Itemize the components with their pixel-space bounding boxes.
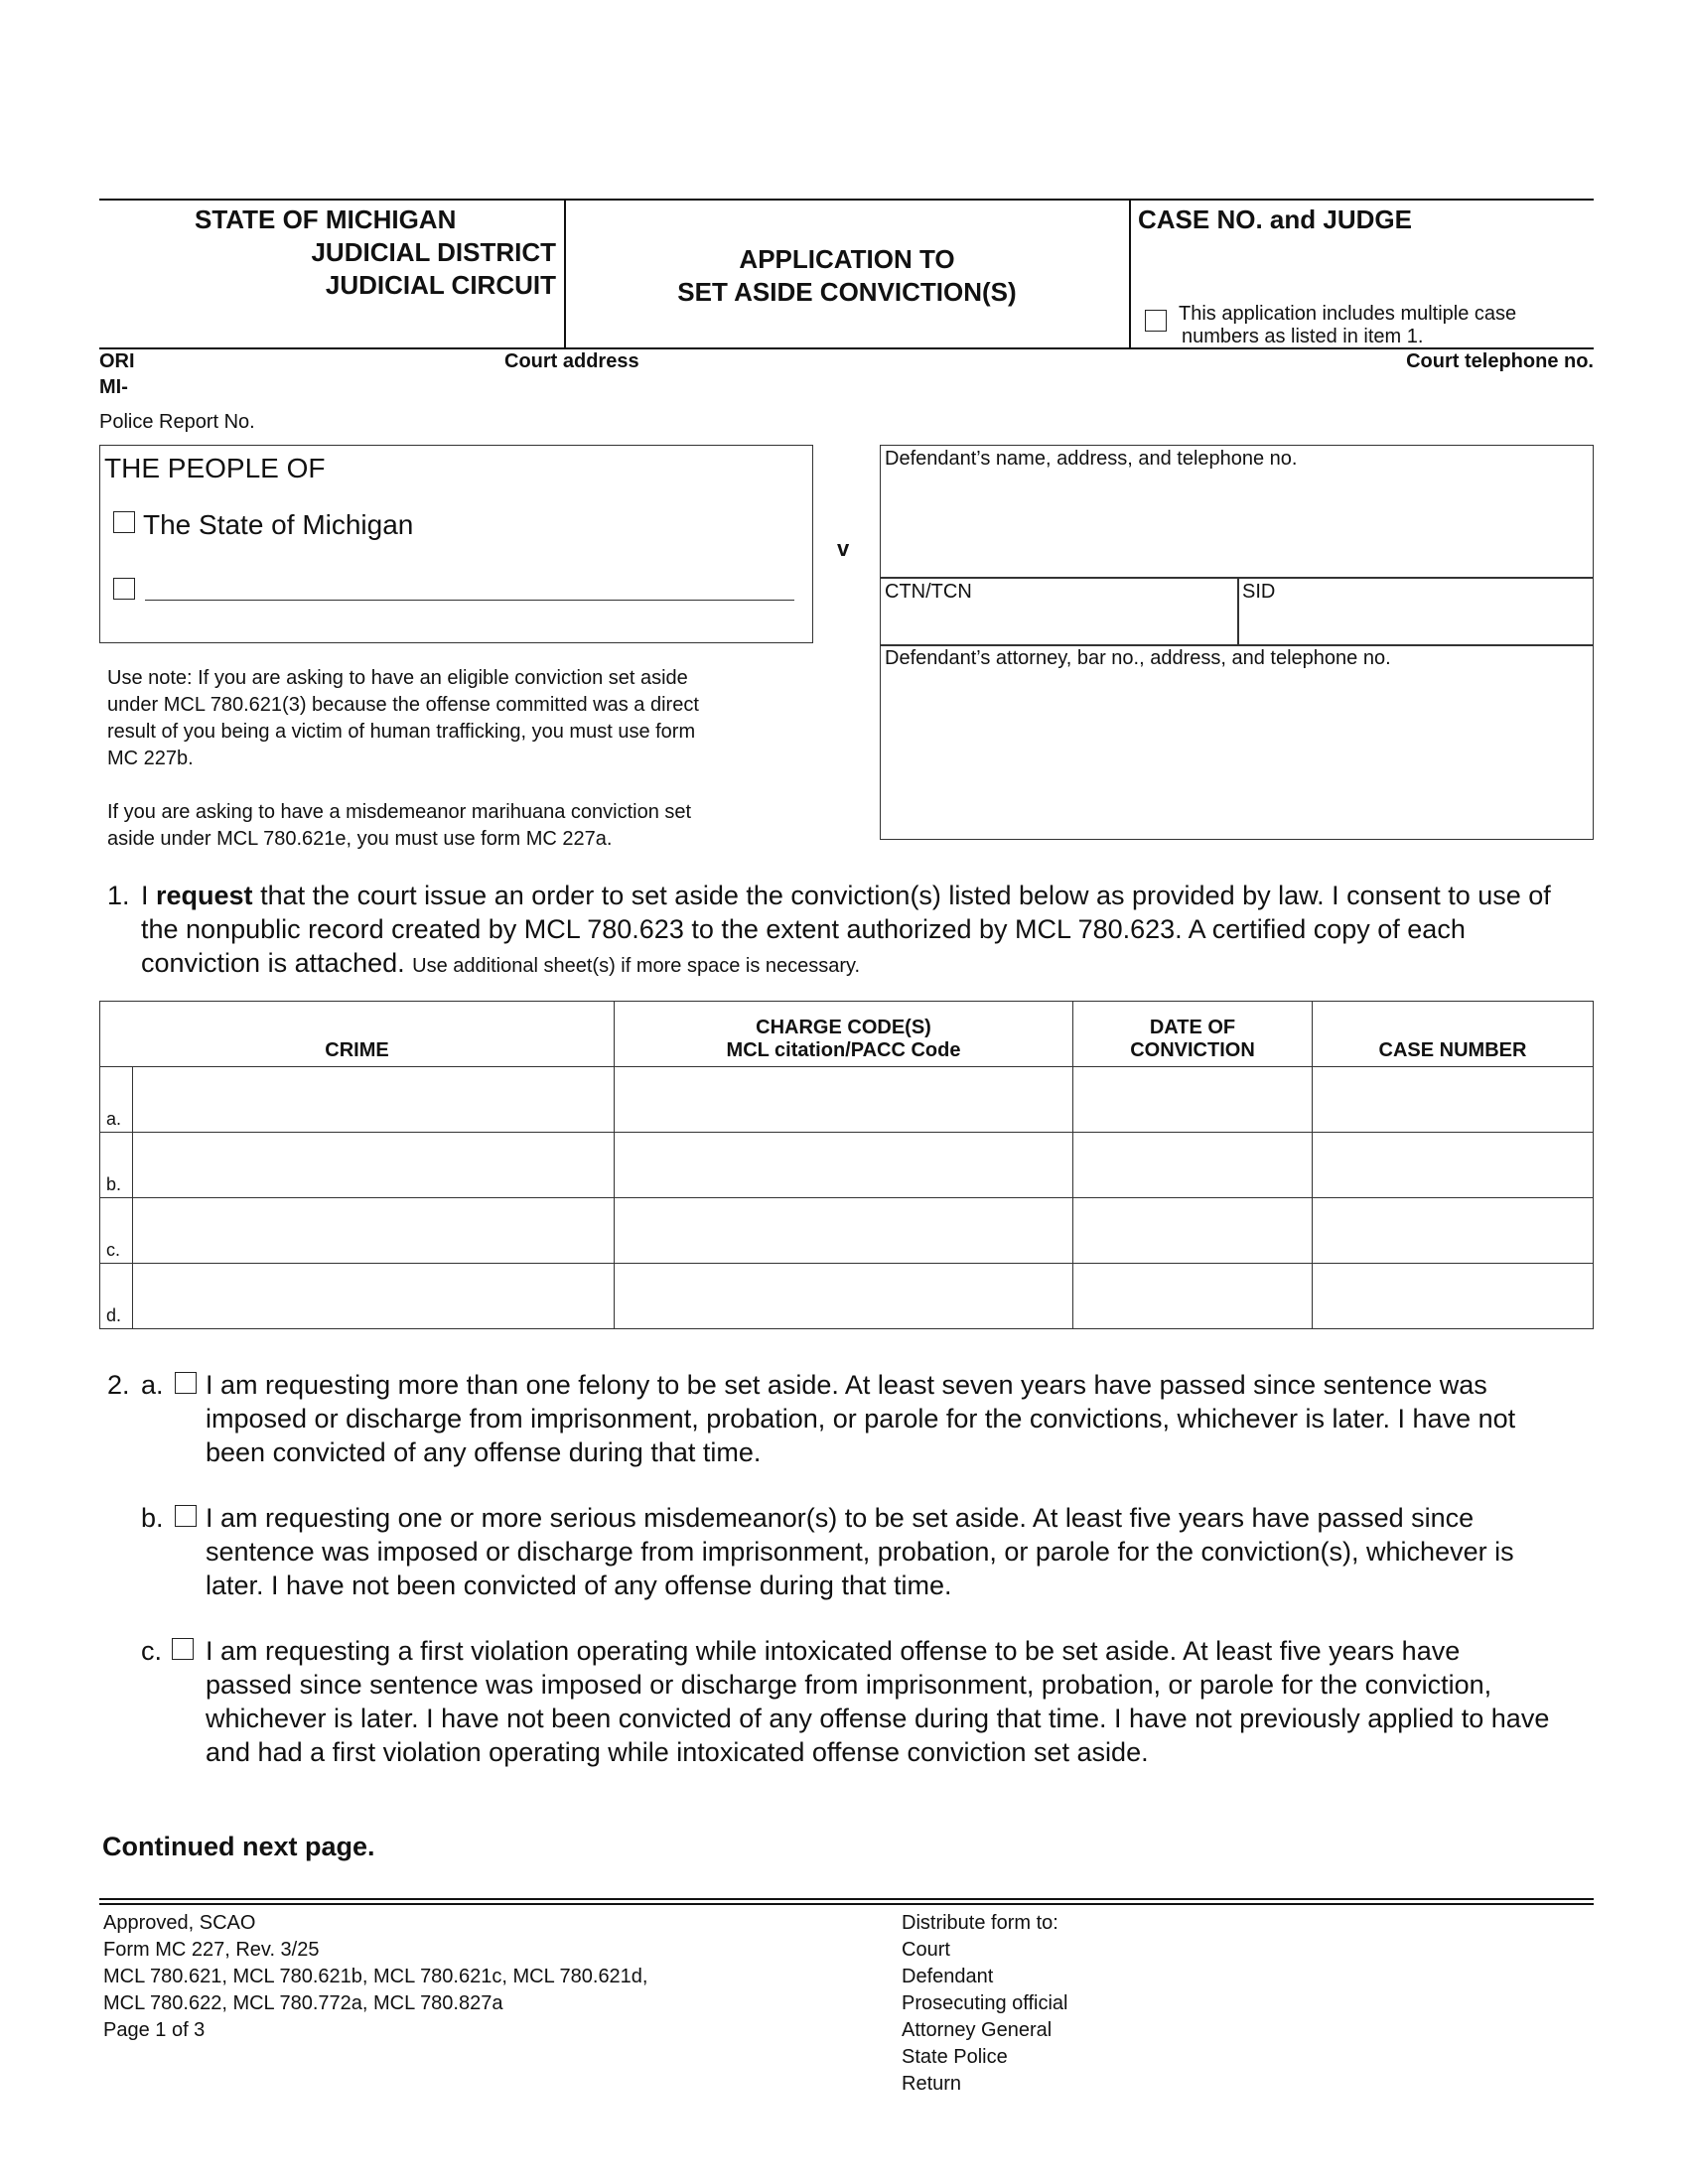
ctn-tcn-label: CTN/TCN xyxy=(885,581,972,603)
ori-label: ORI xyxy=(99,350,135,372)
footer-rule-1 xyxy=(99,1898,1594,1900)
case-number-cell[interactable] xyxy=(1313,1133,1594,1198)
footer-line: Form MC 227, Rev. 3/25 xyxy=(103,1939,320,1961)
table-row xyxy=(100,1133,1594,1198)
col-charge-code: CHARGE CODE(S) MCL citation/PACC Code xyxy=(615,1002,1073,1067)
item2b-checkbox[interactable] xyxy=(175,1505,197,1527)
charge-code-cell[interactable] xyxy=(615,1067,1073,1133)
item2b-label: b. xyxy=(141,1503,164,1533)
judicial-district-label: JUDICIAL DISTRICT xyxy=(311,237,556,267)
footer-line: Distribute form to: xyxy=(902,1912,1058,1934)
continued-next-page: Continued next page. xyxy=(102,1832,375,1861)
court-address-label: Court address xyxy=(504,350,639,372)
state-label: STATE OF MICHIGAN xyxy=(195,205,457,234)
item2c-label: c. xyxy=(141,1636,163,1666)
case-number-cell[interactable] xyxy=(1313,1198,1594,1264)
header-divider-right xyxy=(1129,199,1131,347)
people-heading: THE PEOPLE OF xyxy=(104,453,326,483)
charge-code-cell[interactable] xyxy=(615,1198,1073,1264)
sid-label: SID xyxy=(1242,581,1276,603)
item1-line1: I request that the court issue an order to set aside the conviction(s) listed below as provided by law. I consent to use of xyxy=(141,881,1551,910)
multiple-cases-text-line2: numbers as listed in item 1. xyxy=(1182,326,1424,347)
defendant-attorney-label: Defendant’s attorney, bar no., address, and telephone no. xyxy=(885,647,1391,669)
table-row xyxy=(100,1264,1594,1329)
versus-label: v xyxy=(837,536,850,561)
item2b-text: I am requesting one or more serious misdemeanor(s) to be set aside. At least five years have passed since sentence was imposed or discharge from imprisonment, probation, or parole for the conviction(s), whichever is later. I have not been convicted of any offense during that time. xyxy=(206,1503,1514,1600)
footer-left xyxy=(103,1910,648,2044)
use-note-line: aside under MCL 780.621e, you must use form MC 227a. xyxy=(107,828,613,850)
multiple-cases-text-line1: This application includes multiple case xyxy=(1179,303,1517,325)
footer-line: Prosecuting official xyxy=(902,1992,1068,2014)
use-note-line: under MCL 780.621(3) because the offense committed was a direct xyxy=(107,694,699,716)
mi-label: MI- xyxy=(99,376,128,398)
footer-line: Page 1 of 3 xyxy=(103,2019,206,2041)
convictions-table xyxy=(99,1001,1594,1329)
col-crime: CRIME xyxy=(100,1002,615,1067)
form-title-line1: APPLICATION TO xyxy=(739,244,955,274)
item2c-text: I am requesting a first violation operating while intoxicated offense to be set aside. At least five years have passed since sentence was imposed or discharge from imprisonment, probation, or parole for the conviction, whichever is later. I have not been convicted of any offense during that time. I have not previously applied to have and had a first violation operating while intoxicated offense conviction set aside. xyxy=(206,1636,1550,1767)
item1-number: 1. xyxy=(107,881,130,910)
footer-line: MCL 780.622, MCL 780.772a, MCL 780.827a xyxy=(103,1992,503,2014)
row-label: c. xyxy=(100,1198,133,1264)
row-label: b. xyxy=(100,1133,133,1198)
col-case-number: CASE NUMBER xyxy=(1313,1002,1594,1067)
item2a-checkbox[interactable] xyxy=(175,1372,197,1394)
case-no-judge-label: CASE NO. and JUDGE xyxy=(1138,205,1412,234)
state-of-michigan-checkbox[interactable] xyxy=(113,511,135,533)
form-title-line2: SET ASIDE CONVICTION(S) xyxy=(677,277,1017,307)
use-note xyxy=(107,665,792,853)
item1-text xyxy=(141,879,1601,983)
multiple-cases-checkbox[interactable] xyxy=(1145,310,1167,332)
item1-line3: conviction is attached. Use additional sheet(s) if more space is necessary. xyxy=(141,948,861,978)
table-row xyxy=(100,1198,1594,1264)
item2c-checkbox[interactable] xyxy=(172,1638,194,1660)
item1-line2: the nonpublic record created by MCL 780.623 to the extent authorized by MCL 780.623. A certified copy of each xyxy=(141,914,1466,944)
date-cell[interactable] xyxy=(1073,1133,1313,1198)
item2-number: 2. xyxy=(107,1370,130,1400)
footer-line: Court xyxy=(902,1939,950,1961)
other-people-checkbox[interactable] xyxy=(113,578,135,600)
use-note-line: MC 227b. xyxy=(107,748,194,769)
footer-line: MCL 780.621, MCL 780.621b, MCL 780.621c, MCL 780.621d, xyxy=(103,1966,648,1987)
case-number-cell[interactable] xyxy=(1313,1067,1594,1133)
footer-line: Defendant xyxy=(902,1966,994,1987)
footer-line: State Police xyxy=(902,2046,1008,2068)
court-telephone-label: Court telephone no. xyxy=(1406,350,1594,372)
use-note-line: If you are asking to have a misdemeanor marihuana conviction set xyxy=(107,801,692,823)
state-of-michigan-option: The State of Michigan xyxy=(143,509,414,540)
defendant-name-label: Defendant’s name, address, and telephone no. xyxy=(885,448,1298,470)
table-header-row xyxy=(100,1002,1594,1067)
use-note-line: Use note: If you are asking to have an eligible conviction set aside xyxy=(107,667,688,689)
footer-distribution xyxy=(902,1910,1068,2098)
col-date-of-conviction: DATE OF CONVICTION xyxy=(1073,1002,1313,1067)
crime-cell[interactable] xyxy=(133,1133,615,1198)
use-note-line: result of you being a victim of human trafficking, you must use form xyxy=(107,721,696,743)
crime-cell[interactable] xyxy=(133,1067,615,1133)
case-number-cell[interactable] xyxy=(1313,1264,1594,1329)
date-cell[interactable] xyxy=(1073,1264,1313,1329)
crime-cell[interactable] xyxy=(133,1264,615,1329)
footer-rule-2 xyxy=(99,1903,1594,1905)
defendant-box-divider xyxy=(1237,577,1239,645)
police-report-label: Police Report No. xyxy=(99,411,255,433)
judicial-circuit-label: JUDICIAL CIRCUIT xyxy=(325,270,556,300)
crime-cell[interactable] xyxy=(133,1198,615,1264)
date-cell[interactable] xyxy=(1073,1198,1313,1264)
footer-line: Attorney General xyxy=(902,2019,1053,2041)
item2a-label: a. xyxy=(141,1370,164,1400)
charge-code-cell[interactable] xyxy=(615,1133,1073,1198)
row-label: a. xyxy=(100,1067,133,1133)
header-top-rule xyxy=(99,199,1594,201)
footer-line: Return xyxy=(902,2073,962,2095)
table-row xyxy=(100,1067,1594,1133)
item2a-text: I am requesting more than one felony to be set aside. At least seven years have passed since sentence was imposed or discharge from imprisonment, probation, or parole for the convictions, whichever is later. I have not been convicted of any offense during that time. xyxy=(206,1370,1516,1467)
charge-code-cell[interactable] xyxy=(615,1264,1073,1329)
other-people-input[interactable] xyxy=(145,568,794,601)
row-label: d. xyxy=(100,1264,133,1329)
date-cell[interactable] xyxy=(1073,1067,1313,1133)
footer-line: Approved, SCAO xyxy=(103,1912,256,1934)
